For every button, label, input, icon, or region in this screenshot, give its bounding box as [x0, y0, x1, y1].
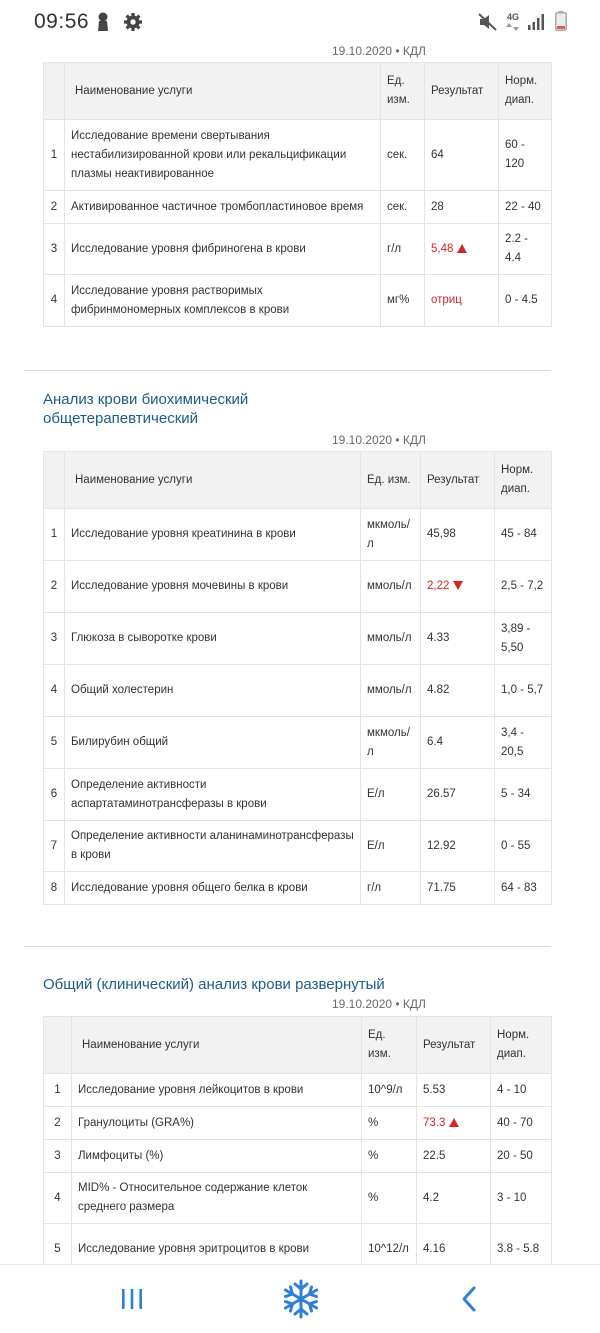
results-table-cbc [43, 1016, 552, 1264]
service-name: Исследование уровня креатинина в крови [65, 509, 361, 561]
service-name: Исследование уровня общего белка в крови [65, 872, 361, 905]
service-name: MID% - Относительное содержание клеток среднего размера [72, 1173, 362, 1224]
table-row: 4 Общий холестерин ммоль/л 4.82 1,0 - 5,7 [44, 665, 552, 717]
service-name: Исследование времени свертывания нестабилизированной крови или рекальцификации плазмы неактивированное [65, 120, 381, 191]
signal-icon [527, 13, 545, 31]
service-name: Исследование уровня растворимых фибринмономерных комплексов в крови [65, 275, 381, 327]
recent-apps-icon[interactable] [118, 1287, 146, 1311]
unit: г/л [381, 224, 425, 275]
section-title-cbc: Общий (клинический) анализ крови развернутый [43, 976, 385, 993]
section-divider [24, 370, 551, 371]
norm-range: 3 - 10 [491, 1173, 552, 1224]
norm-range: 1,0 - 5,7 [495, 665, 552, 717]
norm-range: 60 - 120 [499, 120, 552, 191]
result-value: 26.57 [421, 769, 495, 821]
norm-range: 40 - 70 [491, 1107, 552, 1140]
unit: г/л [361, 872, 421, 905]
table-row: 3 Исследование уровня фибриногена в крови г/л 5,48 2.2 - 4.4 [44, 224, 552, 275]
service-name: Определение активности аспартатаминотрансферазы в крови [65, 769, 361, 821]
unit: Е/л [361, 821, 421, 872]
table-row: 3 Лимфоциты (%) % 22.5 20 - 50 [44, 1140, 552, 1173]
service-name: Исследование уровня мочевины в крови [65, 561, 361, 613]
service-name: Исследование уровня фибриногена в крови [65, 224, 381, 275]
result-cell-high [425, 224, 499, 275]
result-cell-low [421, 561, 495, 613]
table-row: 4 MID% - Относительное содержание клеток среднего размера % 4.2 3 - 10 [44, 1173, 552, 1224]
norm-range: 3,4 - 20,5 [495, 717, 552, 769]
unit: % [362, 1140, 417, 1173]
header-norm: Норм. диап. [495, 452, 552, 509]
norm-range: 64 - 83 [495, 872, 552, 905]
service-name: Общий холестерин [65, 665, 361, 717]
status-time: 09:56 [34, 10, 90, 33]
service-name: Глюкоза в сыворотке крови [65, 613, 361, 665]
result-value: 6.4 [421, 717, 495, 769]
header-norm: Норм. диап. [491, 1017, 552, 1074]
unit: ммоль/л [361, 665, 421, 717]
unit: 10^12/л [362, 1224, 417, 1265]
unit: % [362, 1173, 417, 1224]
norm-range: 0 - 55 [495, 821, 552, 872]
service-name: Лимфоциты (%) [72, 1140, 362, 1173]
norm-range: 4 - 10 [491, 1074, 552, 1107]
result-value: 4.2 [417, 1173, 491, 1224]
unit: сек. [381, 191, 425, 224]
header-unit: Ед. изм. [362, 1017, 417, 1074]
result-value: 71.75 [421, 872, 495, 905]
service-name: Билирубин общий [65, 717, 361, 769]
unit: мкмоль/л [361, 717, 421, 769]
result-value: 45,98 [421, 509, 495, 561]
result-value: 64 [425, 120, 499, 191]
arrow-down-icon [453, 581, 463, 590]
data-arrows-icon [506, 23, 520, 31]
norm-range: 0 - 4.5 [499, 275, 552, 327]
service-name: Определение активности аланинаминотрансферазы в крови [65, 821, 361, 872]
table-row: 8 Исследование уровня общего белка в крови г/л 71.75 64 - 83 [44, 872, 552, 905]
result-value: 28 [425, 191, 499, 224]
result-value: 4.16 [417, 1224, 491, 1265]
header-name: Наименование услуги [65, 63, 381, 120]
table-row: 4 Исследование уровня растворимых фибринмономерных комплексов в крови мг% отриц 0 - 4.5 [44, 275, 552, 327]
table-header-row [44, 63, 552, 120]
snowflake-icon[interactable] [280, 1278, 322, 1320]
norm-range: 5 - 34 [495, 769, 552, 821]
header-unit: Ед. изм. [381, 63, 425, 120]
section-title-biochemistry: Анализ крови биохимический общетерапевтический [43, 391, 249, 427]
table-row: 5 Билирубин общий мкмоль/л 6.4 3,4 - 20,5 [44, 717, 552, 769]
result-value: 4.82 [421, 665, 495, 717]
table-row: 5 Исследование уровня эритроцитов в крови 10^12/л 4.16 3.8 - 5.8 [44, 1224, 552, 1265]
results-table-biochemistry [43, 451, 552, 905]
header-unit: Ед. изм. [361, 452, 421, 509]
table-header-row [44, 1017, 552, 1074]
unit: % [362, 1107, 417, 1140]
table-row: 3 Глюкоза в сыворотке крови ммоль/л 4.33 3,89 - 5,50 [44, 613, 552, 665]
results-content[interactable] [0, 44, 600, 1264]
service-name: Активированное частичное тромбопластиновое время [65, 191, 381, 224]
battery-icon [555, 11, 567, 31]
arrow-up-icon [449, 1118, 459, 1127]
header-name: Наименование услуги [72, 1017, 362, 1074]
norm-range: 22 - 40 [499, 191, 552, 224]
unit: Е/л [361, 769, 421, 821]
unit: 10^9/л [362, 1074, 417, 1107]
results-table-coagulation [43, 62, 552, 327]
table-row: 1 Исследование уровня лейкоцитов в крови 10^9/л 5.53 4 - 10 [44, 1074, 552, 1107]
mute-icon [478, 13, 498, 31]
result-value: 5,48 [431, 242, 454, 255]
norm-range: 45 - 84 [495, 509, 552, 561]
table-row: 7 Определение активности аланинаминотрансферазы в крови Е/л 12.92 0 - 55 [44, 821, 552, 872]
result-cell-high [417, 1107, 491, 1140]
table-row: 6 Определение активности аспартатаминотрансферазы в крови Е/л 26.57 5 - 34 [44, 769, 552, 821]
result-value: 12.92 [421, 821, 495, 872]
table-row: 1 Исследование уровня креатинина в крови мкмоль/л 45,98 45 - 84 [44, 509, 552, 561]
header-norm: Норм. диап. [499, 63, 552, 120]
network-type: 4G [507, 12, 520, 22]
result-value: 4.33 [421, 613, 495, 665]
section-meta: 19.10.2020 • КДЛ [332, 44, 426, 58]
unit: мг% [381, 275, 425, 327]
navigation-bar [0, 1264, 600, 1333]
norm-range: 3,89 - 5,50 [495, 613, 552, 665]
result-value: 22.5 [417, 1140, 491, 1173]
unit: ммоль/л [361, 561, 421, 613]
result-value: отриц [425, 275, 499, 327]
norm-range: 2,5 - 7,2 [495, 561, 552, 613]
table-row: 2 Гранулоциты (GRA%) % 73.3 40 - 70 [44, 1107, 552, 1140]
service-name: Исследование уровня эритроцитов в крови [72, 1224, 362, 1265]
section-meta: 19.10.2020 • КДЛ [332, 433, 426, 447]
norm-range: 3.8 - 5.8 [491, 1224, 552, 1265]
service-name: Исследование уровня лейкоцитов в крови [72, 1074, 362, 1107]
unit: сек. [381, 120, 425, 191]
status-bar [0, 0, 600, 44]
back-icon[interactable] [460, 1285, 478, 1313]
result-value: 73.3 [423, 1116, 446, 1129]
table-row: 2 Исследование уровня мочевины в крови ммоль/л 2,22 2,5 - 7,2 [44, 561, 552, 613]
norm-range: 20 - 50 [491, 1140, 552, 1173]
result-value: 5.53 [417, 1074, 491, 1107]
gear-icon [123, 12, 143, 32]
keyhole-icon [96, 12, 110, 32]
section-divider [24, 946, 551, 947]
unit: ммоль/л [361, 613, 421, 665]
norm-range: 2.2 - 4.4 [499, 224, 552, 275]
unit: мкмоль/л [361, 509, 421, 561]
table-row: 2 Активированное частичное тромбопластиновое время сек. 28 22 - 40 [44, 191, 552, 224]
header-result: Результат [421, 452, 495, 509]
arrow-up-icon [457, 244, 467, 253]
header-result: Результат [417, 1017, 491, 1074]
service-name: Гранулоциты (GRA%) [72, 1107, 362, 1140]
table-row: 1 Исследование времени свертывания нестабилизированной крови или рекальцификации плазмы неактивированное сек. 64 60 - 120 [44, 120, 552, 191]
result-value: 2,22 [427, 580, 450, 592]
table-header-row [44, 452, 552, 509]
header-name: Наименование услуги [65, 452, 361, 509]
section-meta: 19.10.2020 • КДЛ [332, 997, 426, 1011]
header-result: Результат [425, 63, 499, 120]
